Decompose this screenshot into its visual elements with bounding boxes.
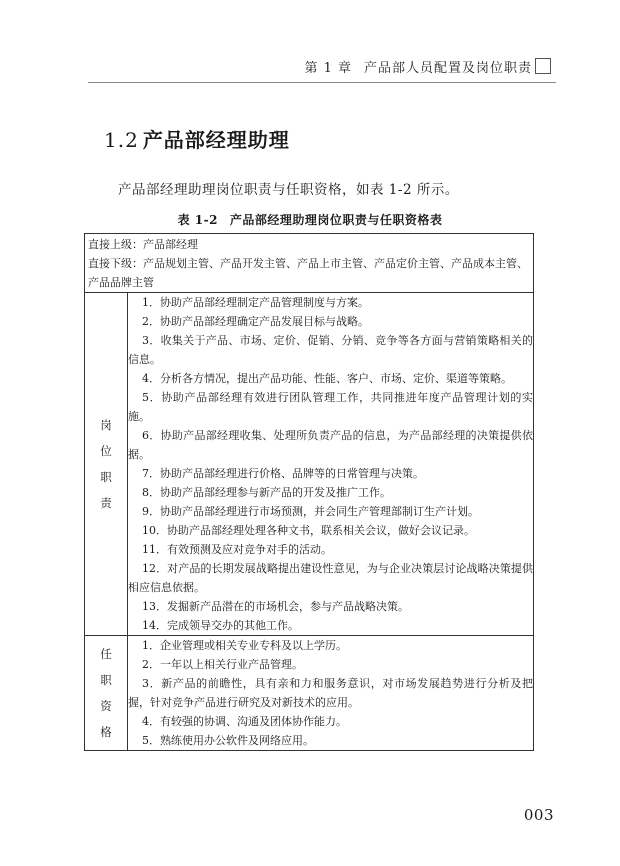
table-row — [85, 234, 534, 293]
list-item: 8．协助产品部经理参与新产品的开发及推广工作。 — [142, 486, 391, 499]
superior-text: 直接上级：产品部经理 — [88, 238, 198, 251]
list-item: 4．有较强的协调、沟通及团体协作能力。 — [142, 715, 347, 728]
list-item: 5．熟练使用办公软件及网络应用。 — [142, 734, 314, 747]
list-item: 1．协助产品部经理制定产品管理制度与方案。 — [142, 296, 369, 309]
header-rule — [88, 82, 556, 83]
qualifications-label: 任 职 资 格 — [85, 636, 128, 751]
list-item: 2．协助产品部经理确定产品发展目标与战略。 — [142, 315, 369, 328]
section-title: 产品部经理助理 — [142, 128, 290, 152]
page-number: 003 — [523, 806, 554, 824]
list-item: 7．协助产品部经理进行价格、品牌等的日常管理与决策。 — [142, 467, 424, 480]
reporting-cell — [85, 234, 534, 293]
subordinates-text: 直接下级：产品规划主管、产品开发主管、产品上市主管、产品定价主管、产品成本主管、产品品牌主管 — [88, 257, 528, 289]
corner-box-icon — [535, 58, 551, 74]
list-item: 5．协助产品部经理有效进行团队管理工作，共同推进年度产品管理计划的实施。 — [128, 391, 533, 423]
intro-paragraph: 产品部经理助理岗位职责与任职资格，如表 1-2 所示。 — [118, 182, 459, 198]
running-header — [304, 57, 532, 76]
list-item: 11．有效预测及应对竞争对手的活动。 — [142, 543, 332, 556]
table-row — [85, 636, 534, 751]
duties-list — [128, 293, 534, 636]
list-item: 3．新产品的前瞻性，具有亲和力和服务意识，对市场发展趋势进行分析及把握，针对竞争产品进行研究及对新技术的应用。 — [128, 677, 533, 709]
table-caption — [0, 211, 620, 228]
list-item: 14．完成领导交办的其他工作。 — [142, 619, 299, 632]
table-caption-number: 表 1-2 — [177, 213, 218, 227]
list-item: 10．协助产品部经理处理各种文书，联系相关会议，做好会议记录。 — [142, 524, 475, 537]
section-heading — [104, 124, 290, 153]
list-item: 1．企业管理或相关专业专科及以上学历。 — [142, 639, 347, 652]
qualifications-list — [128, 636, 534, 751]
chapter-label: 第 1 章 — [304, 61, 352, 76]
section-number: 1.2 — [104, 128, 139, 152]
list-item: 4．分析各方情况，提出产品功能、性能、客户、市场、定价、渠道等策略。 — [142, 372, 512, 385]
list-item: 6．协助产品部经理收集、处理所负责产品的信息，为产品部经理的决策提供依据。 — [128, 429, 533, 461]
list-item: 9．协助产品部经理进行市场预测，并会同生产管理部制订生产计划。 — [142, 505, 479, 518]
table-row — [85, 293, 534, 636]
list-item: 13．发掘新产品潜在的市场机会，参与产品战略决策。 — [142, 600, 409, 613]
list-item: 12．对产品的长期发展战略提出建设性意见，为与企业决策层讨论战略决策提供相应信息依据。 — [128, 562, 533, 594]
duties-table — [84, 233, 534, 751]
duties-label: 岗 位 职 责 — [85, 293, 128, 636]
chapter-title: 产品部人员配置及岗位职责 — [363, 61, 532, 76]
list-item: 2．一年以上相关行业产品管理。 — [142, 658, 303, 671]
list-item: 3．收集关于产品、市场、定价、促销、分销、竞争等各方面与营销策略相关的信息。 — [128, 334, 533, 366]
table-caption-title: 产品部经理助理岗位职责与任职资格表 — [229, 213, 443, 227]
